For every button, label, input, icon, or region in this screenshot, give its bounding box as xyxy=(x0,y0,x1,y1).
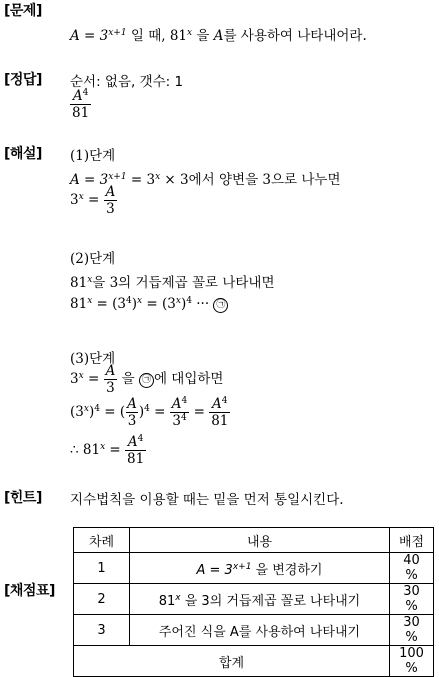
step3-l1-eq: = xyxy=(83,371,104,387)
step3-f1-den: 3 xyxy=(127,413,137,429)
step3-f4-num: A xyxy=(127,434,138,450)
step3-f1-num: A xyxy=(127,396,137,412)
step3-line3 xyxy=(70,434,146,467)
row-content-b: 을 변경하기 xyxy=(251,562,323,578)
header-content: 내용 xyxy=(130,528,390,553)
score-table-header xyxy=(74,528,434,553)
row-no: 3 xyxy=(74,615,130,646)
step3-l2-d: ) xyxy=(138,404,145,420)
step3-l2-exp3: 4 xyxy=(144,404,150,415)
table-row xyxy=(74,615,434,646)
step2-l2-c: ) xyxy=(131,296,138,312)
score-label: [채점표] xyxy=(4,583,55,599)
step3-l2-c: = ( xyxy=(99,404,126,420)
hint-label: [힌트] xyxy=(4,490,42,506)
problem-given: A = 3 xyxy=(70,28,109,44)
problem-exp-x: x xyxy=(187,28,193,39)
step1-l1-exp2: x xyxy=(155,172,161,183)
row-points: 40 % xyxy=(390,553,434,584)
step3-f4-den: 81 xyxy=(127,451,145,467)
step3-frac-den: 3 xyxy=(106,380,115,396)
total-points: 100 % xyxy=(390,646,434,677)
row-content: 주어진 식을 A를 사용하여 나타내기 xyxy=(130,615,390,646)
problem-text-2: 을 xyxy=(192,28,214,44)
step2-l2-b: = (3 xyxy=(92,296,127,312)
step1-line2 xyxy=(70,184,117,217)
step3-line2 xyxy=(70,396,230,429)
problem-var-a: A xyxy=(213,28,224,44)
step3-l2-a: (3 xyxy=(70,404,84,420)
answer-frac-den: 81 xyxy=(72,105,90,121)
problem-label: [문제] xyxy=(4,3,42,19)
header-order: 차례 xyxy=(74,528,130,553)
row-content-a: A = 3 xyxy=(196,562,233,578)
step3-frac-num: A xyxy=(105,363,116,379)
step2-l1-b: 을 3의 거듭제곱 꼴로 나타내면 xyxy=(92,275,275,291)
header-points: 배점 xyxy=(390,528,434,553)
step2-l2-exp5: 4 xyxy=(186,296,192,307)
row-no: 2 xyxy=(74,584,130,615)
row-content-exp: x+1 xyxy=(232,561,252,572)
step3-f3-den: 81 xyxy=(211,413,229,429)
total-label: 합계 xyxy=(74,646,390,677)
step1-frac-num: A xyxy=(105,184,116,200)
step1-l1-a: A = 3 xyxy=(70,172,109,188)
step1-l2-lhs: 3 xyxy=(70,192,79,208)
step3-f3-num: A xyxy=(212,396,222,412)
step2-line2 xyxy=(70,296,228,313)
answer-order-count: 순서: 없음, 갯수: 1 xyxy=(70,74,184,90)
problem-statement xyxy=(70,24,367,44)
step3-l1-b: 을 xyxy=(117,371,139,387)
solution-label: [해설] xyxy=(4,146,42,162)
step3-f2-den: 3 xyxy=(172,413,181,429)
step3-l2-exp: x xyxy=(83,404,89,415)
row-content xyxy=(130,553,390,584)
step1-frac-den: 3 xyxy=(106,201,115,217)
answer-fraction xyxy=(70,88,91,121)
step3-l3-b: = xyxy=(105,442,126,458)
row-content-a: 81 xyxy=(158,593,176,609)
step3-l2-b: ) xyxy=(88,404,95,420)
step3-title: (3)단계 xyxy=(70,351,116,367)
step3-f2-num-exp: 4 xyxy=(181,396,188,407)
step2-l2-a: 81 xyxy=(70,296,88,312)
step2-l2-exp3: x xyxy=(137,296,143,307)
step3-l1-c: 에 대입하면 xyxy=(153,371,224,387)
row-points: 30 % xyxy=(390,615,434,646)
score-table xyxy=(73,527,434,677)
row-content-exp: x xyxy=(175,592,181,603)
step3-l3-exp: x xyxy=(100,442,106,453)
step2-l1-a: 81 xyxy=(70,275,88,291)
step1-l1-exp: x+1 xyxy=(108,172,127,183)
row-no: 1 xyxy=(74,553,130,584)
step3-f2-den-exp: 4 xyxy=(180,413,187,424)
step2-l2-exp4: x xyxy=(175,296,181,307)
answer-label: [정답] xyxy=(4,72,42,88)
step2-l2-exp2: 4 xyxy=(126,296,132,307)
circle-mark-icon: ㉠ xyxy=(213,298,228,313)
problem-text-3: 를 사용하여 나타내어라. xyxy=(223,28,367,44)
step1-l2-exp: x xyxy=(78,192,84,203)
step2-l2-dots: ··· xyxy=(191,296,214,312)
step3-l1-lhs: 3 xyxy=(70,371,79,387)
step3-f4-num-exp: 4 xyxy=(137,434,144,445)
row-points: 30 % xyxy=(390,584,434,615)
step2-l2-d: = (3 xyxy=(142,296,176,312)
table-row xyxy=(74,584,434,615)
step3-f2-num: A xyxy=(171,396,182,412)
answer-frac-num-exp: 4 xyxy=(82,88,89,99)
step3-f3-num-exp: 4 xyxy=(221,396,228,407)
step1-l2-eq: = xyxy=(83,192,104,208)
row-content-b: 을 3의 거듭제곱 꼴로 나타내기 xyxy=(180,593,361,609)
step3-l3-a: ∴ 81 xyxy=(70,442,101,458)
step2-title: (2)단계 xyxy=(70,251,116,267)
step2-l2-exp: x xyxy=(87,296,93,307)
step3-line1 xyxy=(70,363,223,396)
row-content xyxy=(130,584,390,615)
step1-l1-b: = 3 xyxy=(126,172,156,188)
table-total-row xyxy=(74,646,434,677)
problem-text-1: 일 때, 81 xyxy=(126,28,188,44)
step3-l2-f: = xyxy=(189,404,210,420)
step2-line1 xyxy=(70,271,275,291)
step1-title: (1)단계 xyxy=(70,148,116,164)
step2-l1-exp: x xyxy=(87,275,93,286)
table-row xyxy=(74,553,434,584)
step3-l2-exp2: 4 xyxy=(94,404,100,415)
answer-frac-num: A xyxy=(72,88,83,104)
step2-l2-e: ) xyxy=(180,296,187,312)
step3-l1-exp: x xyxy=(78,371,84,382)
step1-l1-c: × 3에서 양변을 3으로 나누면 xyxy=(160,172,341,188)
step3-l2-e: = xyxy=(149,404,170,420)
problem-given-exp: x+1 xyxy=(108,28,127,39)
circle-mark-ref-icon: ㉠ xyxy=(139,373,154,388)
hint-text: 지수법칙을 이용할 때는 밑을 먼저 통일시킨다. xyxy=(70,492,344,508)
